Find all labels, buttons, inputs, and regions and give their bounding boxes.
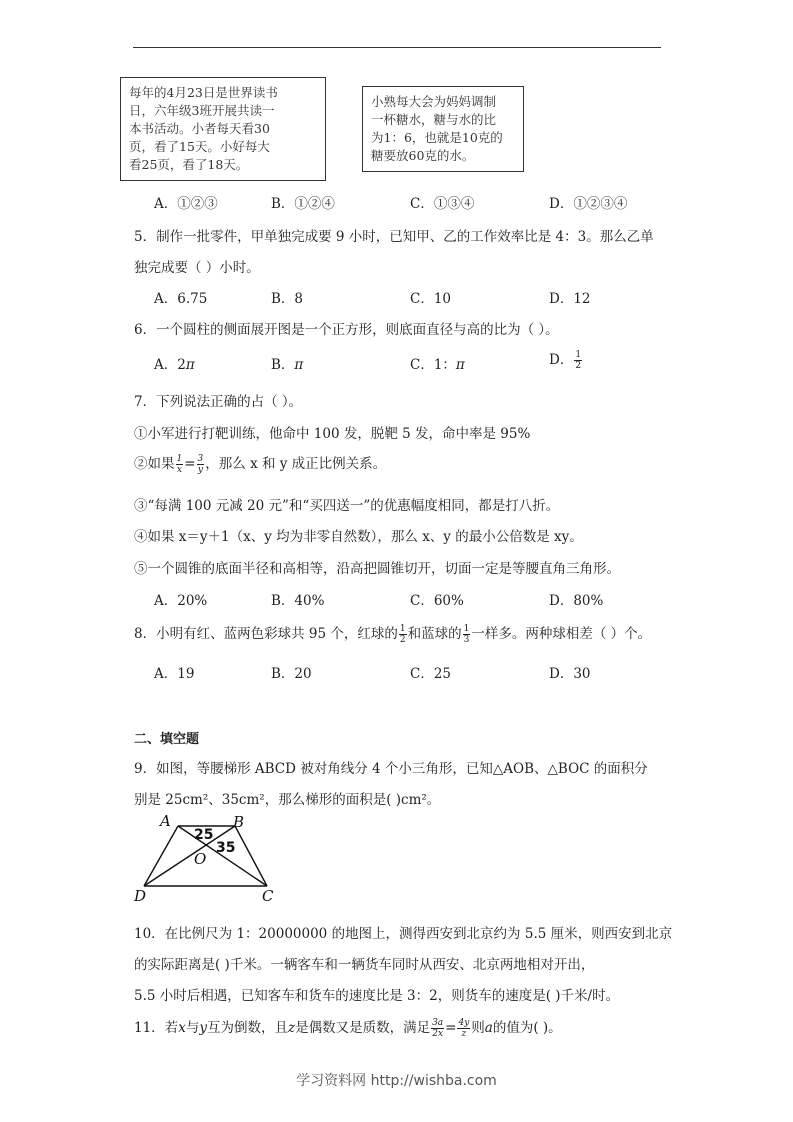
q8-text: 一样多。两种球相差（ ）个。: [471, 626, 652, 642]
area-35-label: 35: [216, 840, 236, 856]
vertex-c: C: [262, 887, 274, 904]
header-rule: [133, 47, 661, 48]
var-a: a: [484, 1020, 493, 1036]
edge-da: [144, 826, 178, 886]
reading-activity-box: [120, 77, 326, 181]
q7-option-b[interactable]: B．40%: [271, 593, 325, 609]
q5-option-a[interactable]: A．6.75: [154, 291, 208, 307]
q5-option-d[interactable]: D．12: [549, 291, 591, 307]
q7-statement-1: ①小军进行打靶训练，他命中 100 发，脱靶 5 发，命中率是 95%: [134, 426, 531, 442]
q7-option-a[interactable]: A．20%: [154, 593, 208, 609]
box-line: 看25页，看了18天。: [129, 157, 249, 172]
q5-option-b[interactable]: B．8: [271, 291, 304, 307]
pi-symbol: π: [185, 357, 195, 373]
q9-line2: 别是 25cm²、35cm²，那么梯形的面积是( )cm²。: [134, 792, 441, 808]
option-label: D．: [549, 352, 574, 368]
var-y: y: [199, 1020, 207, 1036]
q8-option-a[interactable]: A．19: [154, 666, 195, 682]
option-label: A．2: [154, 357, 186, 373]
pi-symbol: π: [294, 357, 304, 373]
q7-statement-4: ④如果 x＝y＋1（x、y 均为非零自然数），那么 x、y 的最小公倍数是 xy。: [134, 529, 583, 545]
q11-text: 是偶数又是质数，满足: [295, 1020, 431, 1036]
section-heading-fill-in: 二、填空题: [134, 732, 200, 747]
vertex-b: B: [233, 813, 245, 831]
sugar-water-box: [362, 86, 524, 172]
q6-option-b[interactable]: [271, 353, 303, 373]
box-line: 一杯糖水，糖与水的比: [371, 112, 497, 127]
q7-statement-2: [134, 452, 386, 475]
fraction-one-third: $\frac{1}{3}$: [463, 624, 470, 645]
fraction-4y-over-z: $\frac{4y}{z}$: [458, 1018, 470, 1039]
q7-statement-3: ③“每满 100 元减 20 元”和“买四送一”的优惠幅度相同，都是打八折。: [134, 498, 560, 514]
q11-text: 则: [471, 1020, 485, 1036]
q11-stem: [134, 1016, 562, 1039]
q4-option-a[interactable]: A．①②③: [154, 196, 218, 212]
var-x: x: [178, 1020, 186, 1036]
q10-line1: 10．在比例尺为 1：20000000 的地图上，测得西安到北京约为 5.5 厘米，则西安到北京: [134, 926, 673, 942]
q8-text: 和蓝球的: [407, 626, 462, 642]
q7-stem: 7．下列说法正确的占（ ）。: [134, 394, 303, 410]
q4-option-d[interactable]: D．①②③④: [549, 196, 628, 212]
center-o: O: [194, 850, 207, 868]
pi-symbol: π: [455, 357, 465, 373]
box-line: 小熟每大会为妈妈调制: [371, 94, 497, 109]
q6-option-d[interactable]: [549, 348, 583, 371]
statement-text: ，那么 x 和 y 成正比例关系。: [205, 456, 387, 472]
q8-stem: [134, 622, 651, 645]
fraction-3a-over-2x: $\frac{3a}{2x}$: [432, 1018, 444, 1039]
q8-option-b[interactable]: B．20: [271, 666, 312, 682]
q10-line3: 5.5 小时后相遇，已知客车和货车的速度比是 3：2，则货车的速度是( )千米/时。: [134, 988, 620, 1004]
fraction-3-over-y: $\frac{3}{y}$: [197, 454, 204, 475]
fraction-one-half: $\frac{1}{2}$: [399, 624, 406, 645]
q4-option-c[interactable]: C．①③④: [410, 196, 475, 212]
equals-sign: =: [445, 1020, 457, 1036]
box-line: 页，看了15天。小好每大: [129, 139, 270, 154]
box-line: 本书活动。小者每天看30: [129, 121, 270, 136]
fraction-1-over-x: $\frac{1}{x}$: [176, 454, 183, 475]
statement-text: ②如果: [134, 456, 175, 472]
var-z: z: [287, 1020, 296, 1036]
q7-option-d[interactable]: D．80%: [549, 593, 604, 609]
q8-text: 8．小明有红、蓝两色彩球共 95 个，红球的: [134, 626, 398, 642]
q7-option-c[interactable]: C．60%: [410, 593, 464, 609]
q10-line2: 的实际距离是( )千米。一辆客车和一辆货车同时从西安、北京两地相对开出，: [134, 957, 595, 973]
q5-option-c[interactable]: C．10: [410, 291, 452, 307]
footer-watermark: 学习资料网 http://wishba.com: [296, 1073, 497, 1089]
q11-text: 的值为( )。: [492, 1020, 562, 1036]
q4-option-b[interactable]: B．①②④: [271, 196, 335, 212]
q6-option-a[interactable]: [154, 353, 195, 373]
q8-option-d[interactable]: D．30: [549, 666, 591, 682]
box-line: 每年的4月23日是世界读书: [129, 85, 278, 100]
q6-text: 6．一个圆柱的侧面展开图是一个正方形，则底面直径与高的比为（ ）。: [134, 322, 559, 338]
q6-option-c[interactable]: [410, 353, 465, 373]
q9-line1: 9．如图，等腰梯形 ABCD 被对角线分 4 个小三角形，已知△AOB、△BOC 的面积分: [134, 761, 648, 777]
q11-text: 与: [185, 1020, 200, 1036]
edge-bc: [235, 826, 267, 886]
q5-line2: 独完成要（ ）小时。: [134, 260, 260, 276]
box-line: 日，六年级3班开展共读一: [129, 103, 275, 118]
fraction-one-half: $\frac{1}{2}$: [575, 350, 582, 371]
option-label: C．1：: [410, 357, 456, 373]
q8-option-c[interactable]: C．25: [410, 666, 452, 682]
q7-statement-5: ⑤一个圆锥的底面半径和高相等，沿高把圆锥切开，切面一定是等腰直角三角形。: [134, 561, 620, 577]
area-25-label: 25: [194, 827, 214, 843]
option-label: B．: [271, 357, 295, 373]
q5-line1: 5．制作一批零件，甲单独完成要 9 小时，已知甲、乙的工作效率比是 4：3。那么乙单: [134, 229, 654, 245]
vertex-d: D: [134, 887, 147, 904]
box-line: 糖要放60克的水。: [371, 148, 475, 163]
q11-text: 11．若: [134, 1020, 179, 1036]
trapezoid-figure: [130, 812, 280, 904]
q11-text: 互为倒数，且: [206, 1020, 288, 1036]
vertex-a: A: [160, 812, 171, 830]
box-line: 为1：6，也就是10克的: [371, 130, 503, 145]
equals-sign: =: [184, 456, 196, 472]
